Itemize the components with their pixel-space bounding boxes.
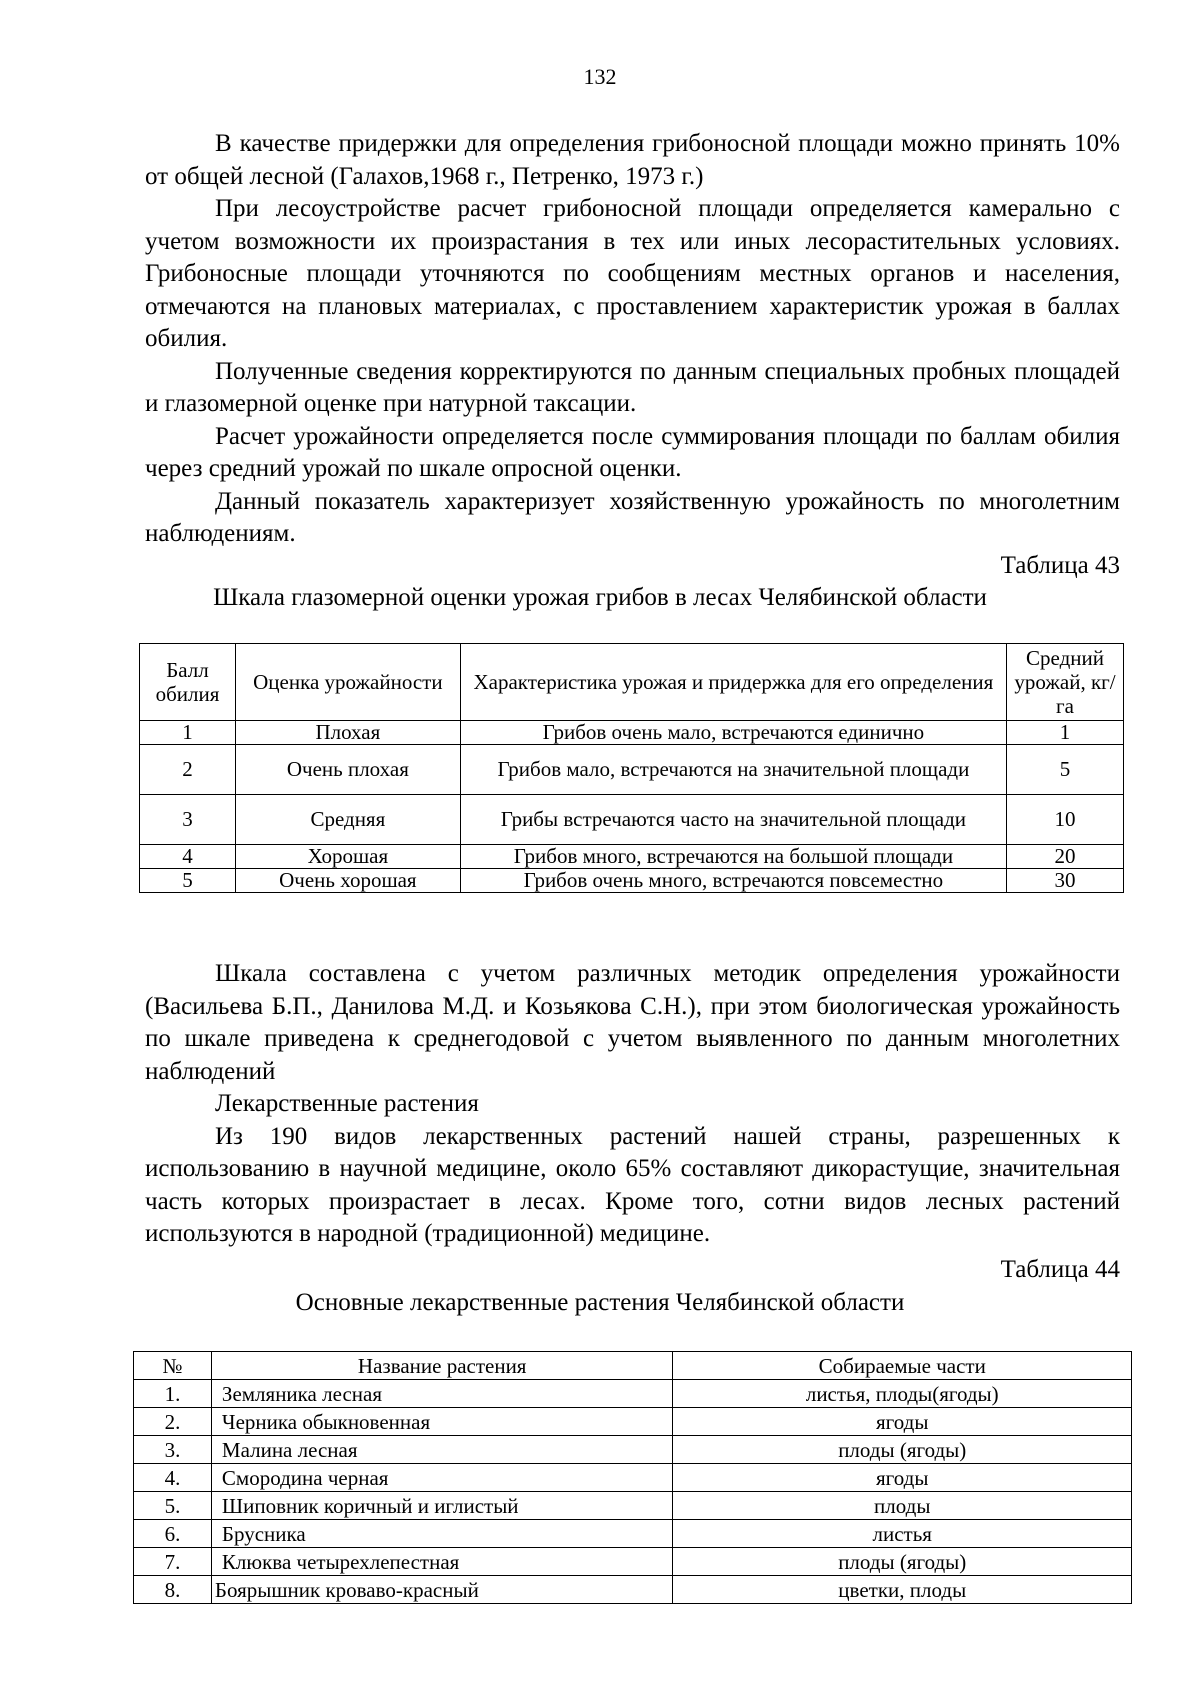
table-cell: 2 xyxy=(140,745,236,795)
table-cell: 3. xyxy=(134,1436,212,1464)
paragraph: Данный показатель характеризует хозяйственную урожайность по многолетним наблюдениям. xyxy=(145,487,1120,547)
column-header: Характеристика урожая и придержка для его определения xyxy=(460,644,1006,721)
table-43-label: Таблица 43 xyxy=(1000,552,1120,579)
table-cell: Грибов мало, встречаются на значительной площади xyxy=(460,745,1006,795)
table-cell: Хорошая xyxy=(235,845,460,869)
table-44 xyxy=(133,1351,1132,1604)
paragraph: В качестве придержки для определения грибоносной площади можно принять 10% от общей лесной (Галахов,1968 г., Петренко, 1973 г.) xyxy=(145,130,1120,190)
table-cell: 1 xyxy=(1007,721,1124,745)
table-cell: 20 xyxy=(1007,845,1124,869)
section-heading: Лекарственные растения xyxy=(215,1090,479,1117)
column-header: Собираемые части xyxy=(673,1352,1132,1380)
table-cell: Очень плохая xyxy=(235,745,460,795)
paragraph: Расчет урожайности определяется после суммирования площади по баллам обилия через средний урожай по шкале опросной оценки. xyxy=(145,422,1120,482)
table-cell: плоды xyxy=(673,1492,1132,1520)
table-cell: 3 xyxy=(140,795,236,845)
table-cell: 6. xyxy=(134,1520,212,1548)
table-row xyxy=(134,1576,1132,1604)
table-cell: 30 xyxy=(1007,869,1124,893)
table-44-title: Основные лекарственные растения Челябинской области xyxy=(295,1289,905,1316)
table-cell: 2. xyxy=(134,1408,212,1436)
table-cell: Средняя xyxy=(235,795,460,845)
body-text-top xyxy=(145,128,1120,551)
table-cell: 8. xyxy=(134,1576,212,1604)
table-cell: цветки, плоды xyxy=(673,1576,1132,1604)
table-cell: Грибы встречаются часто на значительной площади xyxy=(460,795,1006,845)
paragraph: Шкала составлена с учетом различных методик определения урожайности (Васильева Б.П., Данилова М.Д. и Козьякова С.Н.), при этом биологическая урожайность по шкале приведена к среднегодовой с учетом выявленного по данным многолетних наблюдений xyxy=(145,960,1120,1085)
table-cell: Земляника лесная xyxy=(211,1380,673,1408)
table-row xyxy=(134,1436,1132,1464)
table-cell: 4. xyxy=(134,1464,212,1492)
table-cell: Черника обыкновенная xyxy=(211,1408,673,1436)
table-cell: 1. xyxy=(134,1380,212,1408)
table-cell: Клюква четырехлепестная xyxy=(211,1548,673,1576)
table-cell: Грибов много, встречаются на большой площади xyxy=(460,845,1006,869)
table-row xyxy=(134,1408,1132,1436)
table-cell: 10 xyxy=(1007,795,1124,845)
column-header: Средний урожай, кг/га xyxy=(1007,644,1124,721)
table-cell: 5 xyxy=(1007,745,1124,795)
table-row xyxy=(140,721,1124,745)
table-43 xyxy=(139,643,1124,893)
table-44-label: Таблица 44 xyxy=(1000,1256,1120,1283)
table-row xyxy=(140,795,1124,845)
table-cell: листья xyxy=(673,1520,1132,1548)
column-header: Оценка урожайности xyxy=(235,644,460,721)
body-text-middle xyxy=(145,958,1120,1251)
page-number: 132 xyxy=(583,64,617,89)
table-cell: Малина лесная xyxy=(211,1436,673,1464)
table-cell: плоды (ягоды) xyxy=(673,1548,1132,1576)
table-cell: 4 xyxy=(140,845,236,869)
table-cell: ягоды xyxy=(673,1464,1132,1492)
table-row xyxy=(140,745,1124,795)
table-row xyxy=(140,845,1124,869)
table-row xyxy=(134,1380,1132,1408)
table-cell: Грибов очень много, встречаются повсеместно xyxy=(460,869,1006,893)
table-cell: Грибов очень мало, встречаются единично xyxy=(460,721,1006,745)
paragraph: Из 190 видов лекарственных растений нашей страны, разрешенных к использованию в научной медицине, около 65% составляют дикорастущие, значительная часть которых произрастает в лесах. Кроме того, сотни видов лесных растений используются в народной (традиционной) медицине. xyxy=(145,1122,1120,1247)
table-cell: 1 xyxy=(140,721,236,745)
table-cell: Брусника xyxy=(211,1520,673,1548)
table-header-row xyxy=(134,1352,1132,1380)
column-header: Название растения xyxy=(211,1352,673,1380)
table-row xyxy=(134,1520,1132,1548)
table-cell: листья, плоды(ягоды) xyxy=(673,1380,1132,1408)
table-row xyxy=(134,1548,1132,1576)
column-header: № xyxy=(134,1352,212,1380)
table-header-row xyxy=(140,644,1124,721)
table-cell: 7. xyxy=(134,1548,212,1576)
table-row xyxy=(140,869,1124,893)
table-cell: Плохая xyxy=(235,721,460,745)
table-cell: Смородина черная xyxy=(211,1464,673,1492)
column-header: Балл обилия xyxy=(140,644,236,721)
table-cell: 5. xyxy=(134,1492,212,1520)
table-43-title: Шкала глазомерной оценки урожая грибов в лесах Челябинской области xyxy=(213,584,987,611)
table-row xyxy=(134,1492,1132,1520)
table-cell: Боярышник кроваво-красный xyxy=(211,1576,673,1604)
table-cell: Шиповник коричный и иглистый xyxy=(211,1492,673,1520)
table-cell: плоды (ягоды) xyxy=(673,1436,1132,1464)
paragraph: При лесоустройстве расчет грибоносной площади определяется камерально с учетом возможности их произрастания в тех или иных лесорастительных условиях. Грибоносные площади уточняются по сообщениям местных органов и населения, отмечаются на плановых материалах, с проставлением характеристик урожая в баллах обилия. xyxy=(145,195,1120,352)
table-cell: Очень хорошая xyxy=(235,869,460,893)
table-cell: ягоды xyxy=(673,1408,1132,1436)
table-row xyxy=(134,1464,1132,1492)
paragraph: Полученные сведения корректируются по данным специальных пробных площадей и глазомерной оценке при натурной таксации. xyxy=(145,357,1120,417)
table-cell: 5 xyxy=(140,869,236,893)
